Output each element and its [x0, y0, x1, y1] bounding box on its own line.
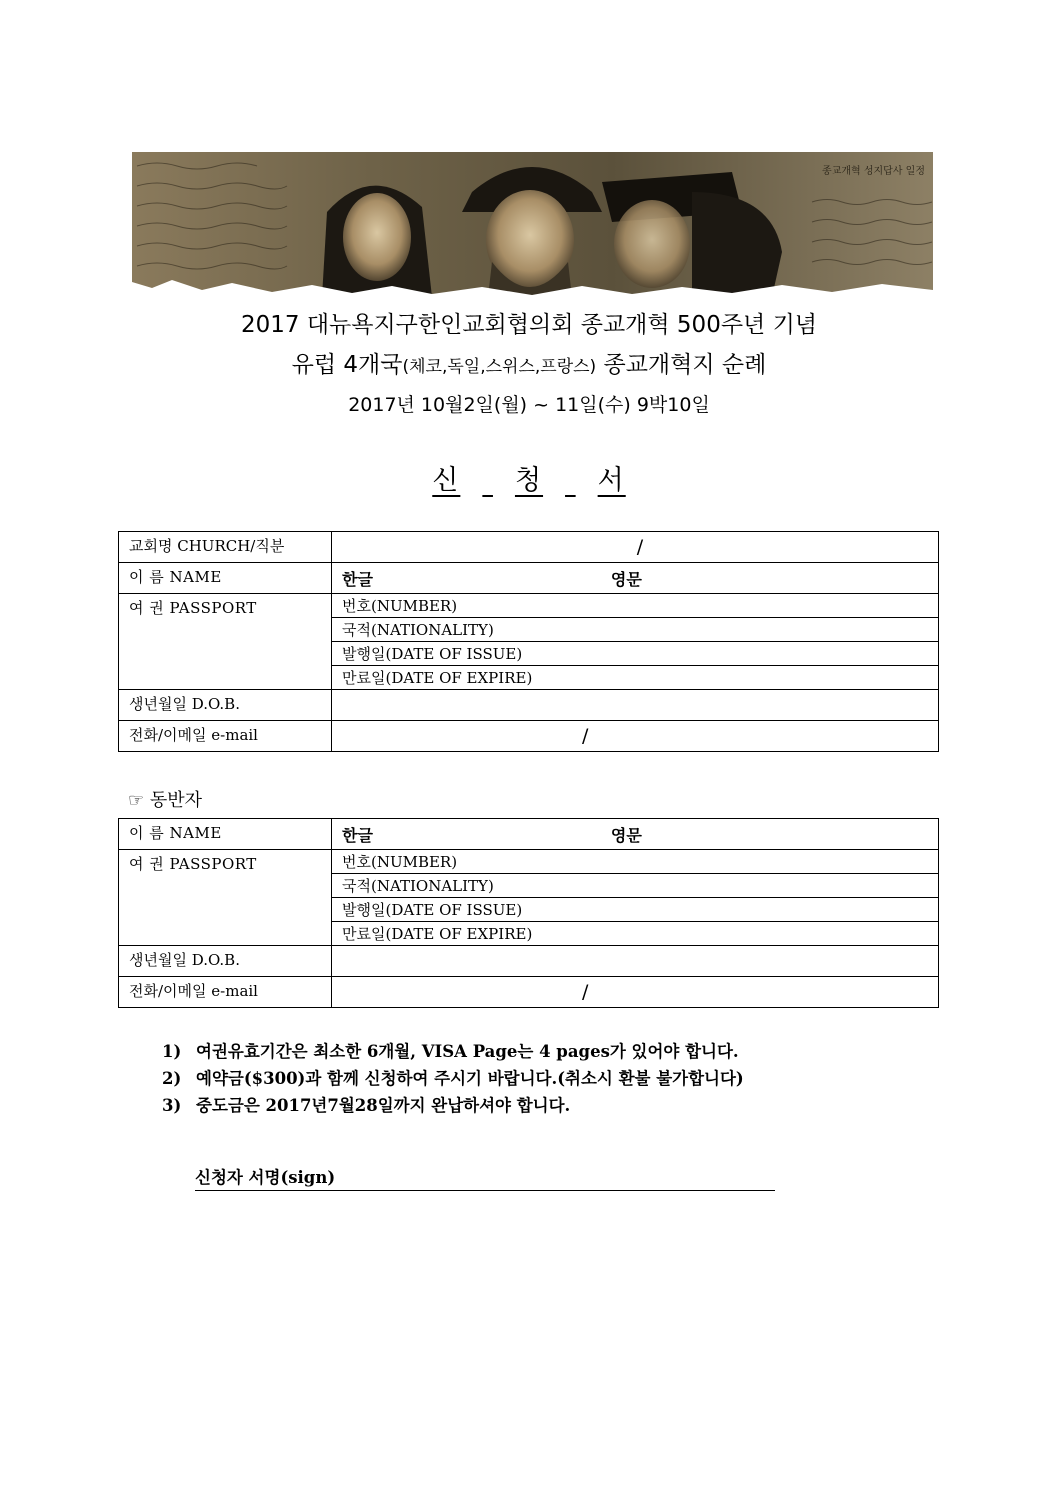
note-number: 1): [162, 1042, 182, 1061]
name-input[interactable]: [332, 563, 939, 594]
note-item: [162, 1092, 744, 1119]
companion-passport-label: 여 권 PASSPORT: [119, 850, 332, 946]
note-number: 3): [162, 1096, 182, 1115]
contact-separator: /: [582, 725, 589, 747]
form-title: [0, 458, 1058, 497]
companion-passport-number-field[interactable]: 번호(NUMBER): [332, 850, 939, 874]
event-title-line-2: [0, 346, 1058, 379]
contact-input[interactable]: [332, 721, 939, 752]
companion-name-label: 이 름 NAME: [119, 819, 332, 850]
companion-name-english-label: 영문: [610, 825, 642, 845]
companion-contact-row: [119, 977, 939, 1008]
companion-contact-input[interactable]: [332, 977, 939, 1008]
event-title-line-1: 2017 대뉴욕지구한인교회협의회 종교개혁 500주년 기념: [240, 312, 818, 338]
note-text: 여권유효기간은 최소한 6개월, VISA Page는 4 pages가 있어야 합니다.: [196, 1042, 739, 1061]
companion-dob-row: [119, 946, 939, 977]
note-item: [162, 1065, 744, 1092]
name-row: [119, 563, 939, 594]
passport-number-field[interactable]: 번호(NUMBER): [332, 594, 939, 618]
dob-row: [119, 690, 939, 721]
form-title-char-2: 청: [514, 465, 544, 496]
companion-form-table: [118, 818, 939, 1008]
signature-line[interactable]: [195, 1164, 775, 1191]
note-number: 2): [162, 1069, 182, 1088]
event-dates: 2017년 10월2일(월) ~ 11일(수) 9박10일: [348, 394, 710, 416]
note-text: 예약금($300)과 함께 신청하여 주시기 바랍니다.(취소시 환불 불가합니다): [196, 1069, 744, 1088]
contact-row: [119, 721, 939, 752]
name-label: 이 름 NAME: [119, 563, 332, 594]
companion-dob-input[interactable]: [332, 946, 939, 977]
passport-expire-date-field[interactable]: 만료일(DATE OF EXPIRE): [332, 666, 939, 690]
signature-label: 신청자 서명(sign): [195, 1168, 336, 1187]
passport-label: 여 권 PASSPORT: [119, 594, 332, 690]
note-text: 중도금은 2017년7월28일까지 완납하셔야 합니다.: [196, 1096, 571, 1115]
dob-label: 생년월일 D.O.B.: [119, 690, 332, 721]
church-separator: /: [636, 536, 644, 558]
event-title-pilgrimage: 종교개혁지 순례: [603, 352, 767, 378]
header-banner-image: [132, 152, 933, 297]
companion-passport-issue-date-field[interactable]: 발행일(DATE OF ISSUE): [332, 898, 939, 922]
companion-contact-label: 전화/이메일 e-mail: [119, 977, 332, 1008]
banner-caption: 종교개혁 성지답사 일정: [822, 166, 925, 177]
name-english-label: 영문: [610, 569, 642, 589]
church-row: [119, 532, 939, 563]
church-input[interactable]: [332, 532, 939, 563]
companion-contact-separator: /: [582, 981, 589, 1003]
companion-dob-label: 생년월일 D.O.B.: [119, 946, 332, 977]
passport-nationality-field[interactable]: 국적(NATIONALITY): [332, 618, 939, 642]
companion-name-row: [119, 819, 939, 850]
passport-row: [119, 594, 939, 618]
form-title-char-1: 신: [432, 465, 461, 496]
dob-input[interactable]: [332, 690, 939, 721]
companion-passport-expire-date-field[interactable]: 만료일(DATE OF EXPIRE): [332, 922, 939, 946]
companion-name-input[interactable]: [332, 819, 939, 850]
notes-list: [162, 1038, 744, 1119]
passport-issue-date-field[interactable]: 발행일(DATE OF ISSUE): [332, 642, 939, 666]
contact-label: 전화/이메일 e-mail: [119, 721, 332, 752]
companion-name-korean-label: 한글: [342, 825, 373, 845]
church-label: 교회명 CHURCH/직분: [119, 532, 332, 563]
applicant-form-table: [118, 531, 939, 752]
companion-heading: ☞ 동반자: [128, 790, 203, 811]
note-item: [162, 1038, 744, 1065]
companion-passport-row: [119, 850, 939, 874]
event-title-countries: 유럽 4개국: [291, 352, 403, 378]
reformers-collage-illustration: [132, 152, 933, 297]
name-korean-label: 한글: [342, 569, 373, 589]
event-title-country-list: (체코,독일,스위스,프랑스): [402, 357, 597, 377]
companion-passport-nationality-field[interactable]: 국적(NATIONALITY): [332, 874, 939, 898]
form-title-char-3: 서: [597, 465, 626, 496]
